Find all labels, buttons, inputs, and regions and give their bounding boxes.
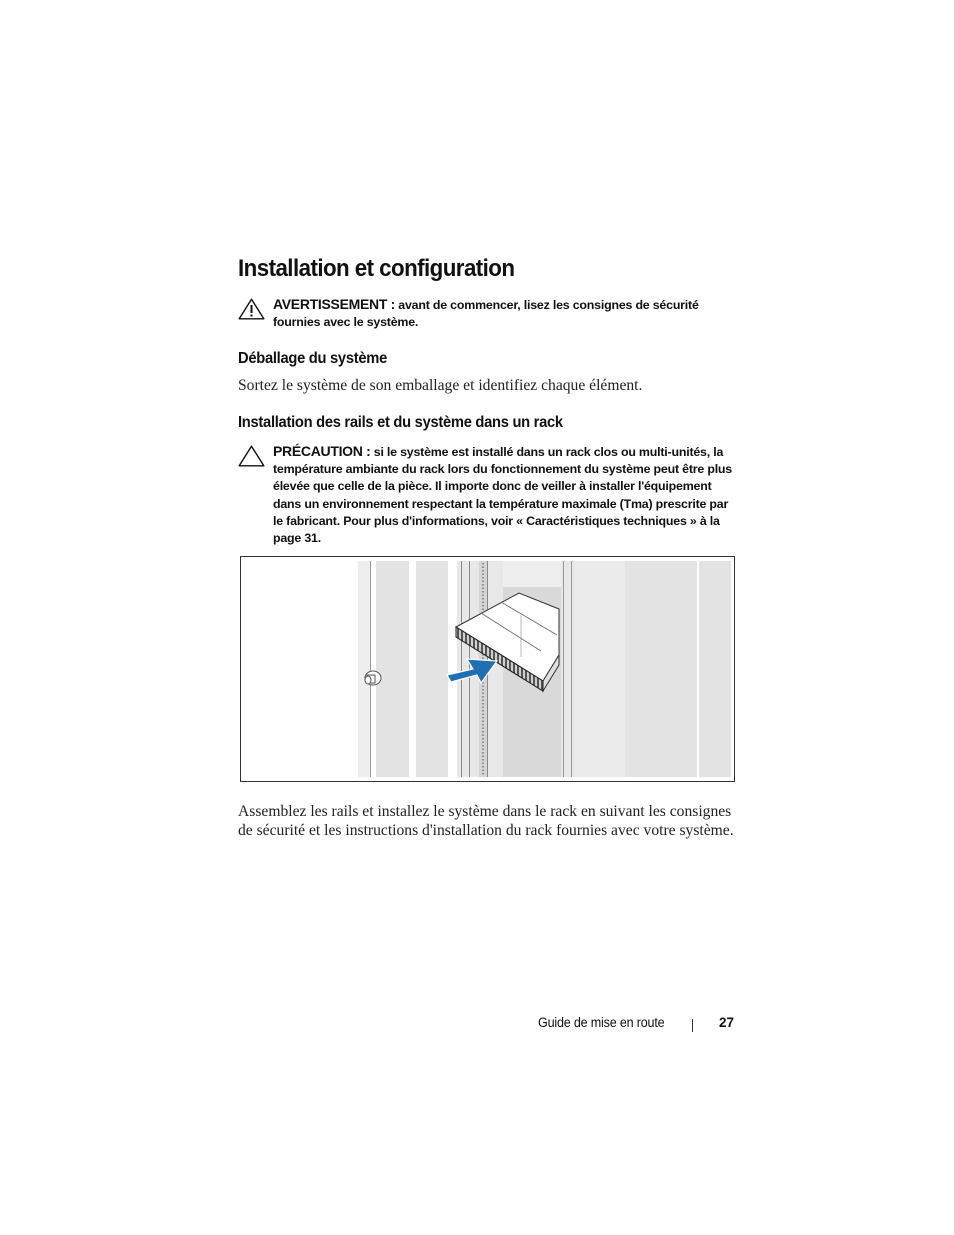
rack-install-paragraph: Assemblez les rails et installez le système dans le rack en suivant les consignes de sécurité et les instructions d'installation du rack fournies avec votre système.	[238, 803, 734, 839]
rail-handle	[365, 671, 381, 685]
page-title: Installation et configuration	[238, 255, 515, 282]
page-footer	[538, 1015, 738, 1035]
page-number: 27	[719, 1015, 735, 1030]
warning-notice	[238, 296, 738, 336]
warning-triangle-icon	[238, 298, 265, 320]
caution-body: si le système est installé dans un rack clos ou multi-unités, la température ambiante du rack lors du fonctionnement du système peut être plus élevée que celle de la pièce. Il importe donc de veiller à installer l'équipement dans un environnement respectant la température maximale (Tma) prescrite par le fabricant. Pour plus d'informations, voir « Caractéristiques techniques » à la page 31.	[273, 445, 732, 546]
warning-text	[273, 296, 738, 331]
caution-triangle-icon	[238, 445, 265, 467]
caution-notice	[238, 443, 738, 546]
caution-label: PRÉCAUTION :	[273, 443, 371, 459]
rack-illustration	[241, 557, 734, 781]
caution-text	[273, 443, 738, 547]
unpacking-paragraph: Sortez le système de son emballage et identifiez chaque élément.	[238, 377, 643, 394]
rack-installation-figure	[240, 556, 735, 782]
footer-guide-title: Guide de mise en route	[538, 1015, 665, 1030]
warning-body: avant de commencer, lisez les consignes de sécurité fournies avec le système.	[273, 298, 699, 330]
footer-separator	[692, 1019, 693, 1032]
section-heading-unpacking: Déballage du système	[238, 350, 387, 367]
warning-label: AVERTISSEMENT :	[273, 296, 396, 312]
section-heading-rack-install: Installation des rails et du système dans un rack	[238, 414, 563, 431]
